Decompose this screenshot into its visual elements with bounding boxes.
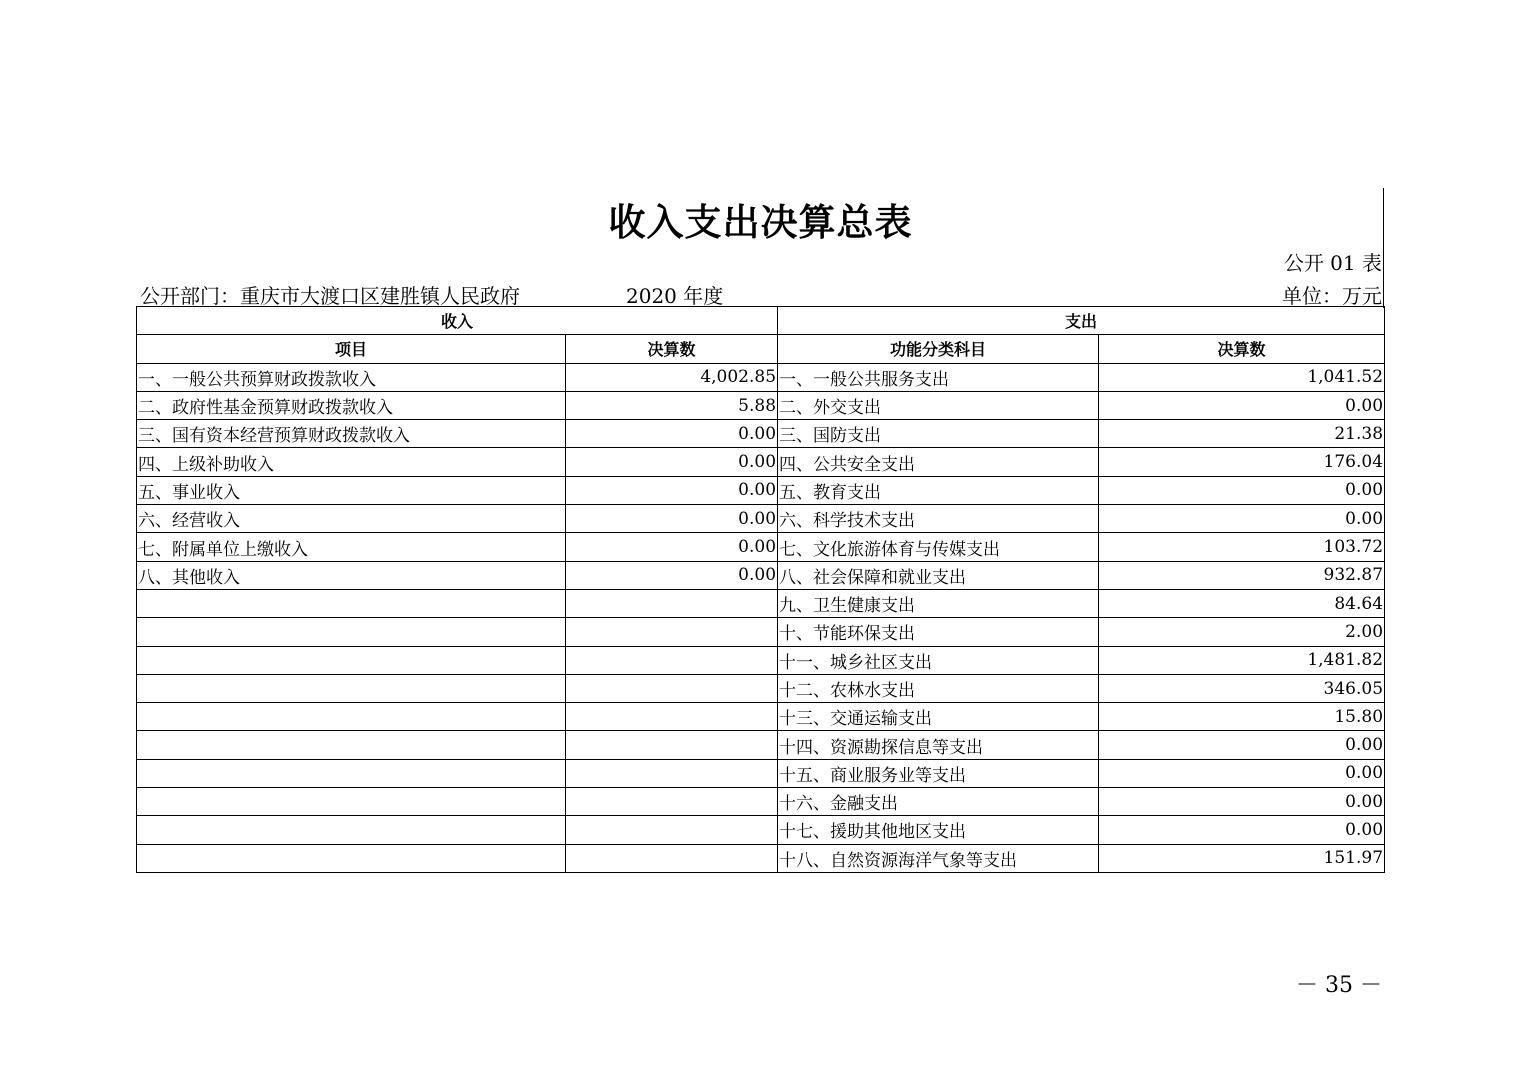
expense-amount-header: 决算数 bbox=[1099, 335, 1385, 363]
column-header-row bbox=[137, 335, 1385, 363]
income-amount-cell bbox=[566, 589, 778, 617]
income-item-cell: 一、一般公共预算财政拨款收入 bbox=[137, 363, 566, 391]
table-row bbox=[137, 476, 1385, 504]
income-item-cell bbox=[137, 788, 566, 816]
page-title: 收入支出决算总表 bbox=[608, 201, 913, 244]
expense-amount-cell: 1,481.82 bbox=[1099, 646, 1385, 674]
expense-item-cell: 四、公共安全支出 bbox=[778, 448, 1099, 476]
income-item-cell: 六、经营收入 bbox=[137, 505, 566, 533]
expense-item-cell: 十三、交通运输支出 bbox=[778, 703, 1099, 731]
income-item-cell bbox=[137, 731, 566, 759]
table-row bbox=[137, 646, 1385, 674]
income-item-cell bbox=[137, 674, 566, 702]
table-row bbox=[137, 391, 1385, 419]
expense-item-cell: 三、国防支出 bbox=[778, 420, 1099, 448]
income-item-cell: 四、上级补助收入 bbox=[137, 448, 566, 476]
income-amount-header: 决算数 bbox=[566, 335, 778, 363]
expense-amount-cell: 932.87 bbox=[1099, 561, 1385, 589]
expense-amount-cell: 0.00 bbox=[1099, 816, 1385, 844]
budget-table bbox=[136, 306, 1385, 873]
income-item-cell bbox=[137, 618, 566, 646]
income-amount-cell: 4,002.85 bbox=[566, 363, 778, 391]
expense-item-cell: 一、一般公共服务支出 bbox=[778, 363, 1099, 391]
table-row bbox=[137, 589, 1385, 617]
expense-amount-cell: 15.80 bbox=[1099, 703, 1385, 731]
expense-item-cell: 五、教育支出 bbox=[778, 476, 1099, 504]
expense-item-cell: 七、文化旅游体育与传媒支出 bbox=[778, 533, 1099, 561]
expense-amount-cell: 0.00 bbox=[1099, 788, 1385, 816]
income-amount-cell bbox=[566, 816, 778, 844]
expense-item-header: 功能分类科目 bbox=[778, 335, 1099, 363]
income-item-cell: 三、国有资本经营预算财政拨款收入 bbox=[137, 420, 566, 448]
expense-amount-cell: 84.64 bbox=[1099, 589, 1385, 617]
expense-amount-cell: 0.00 bbox=[1099, 731, 1385, 759]
expense-amount-cell: 2.00 bbox=[1099, 618, 1385, 646]
expense-item-cell: 九、卫生健康支出 bbox=[778, 589, 1099, 617]
table-row bbox=[137, 731, 1385, 759]
income-amount-cell: 5.88 bbox=[566, 391, 778, 419]
expense-amount-cell: 0.00 bbox=[1099, 391, 1385, 419]
expense-group-header: 支出 bbox=[778, 307, 1385, 335]
table-row bbox=[137, 759, 1385, 787]
income-amount-cell: 0.00 bbox=[566, 476, 778, 504]
table-row bbox=[137, 505, 1385, 533]
page-number: － 35 － bbox=[1296, 973, 1382, 998]
income-item-cell: 七、附属单位上缴收入 bbox=[137, 533, 566, 561]
expense-amount-cell: 21.38 bbox=[1099, 420, 1385, 448]
income-amount-cell bbox=[566, 674, 778, 702]
income-amount-cell: 0.00 bbox=[566, 448, 778, 476]
expense-amount-cell: 1,041.52 bbox=[1099, 363, 1385, 391]
expense-amount-cell: 0.00 bbox=[1099, 759, 1385, 787]
department-label: 公开部门：重庆市大渡口区建胜镇人民政府 bbox=[140, 284, 520, 308]
expense-item-cell: 十五、商业服务业等支出 bbox=[778, 759, 1099, 787]
unit-label: 单位：万元 bbox=[1282, 284, 1382, 308]
expense-amount-cell: 176.04 bbox=[1099, 448, 1385, 476]
income-group-header: 收入 bbox=[137, 307, 778, 335]
table-row bbox=[137, 788, 1385, 816]
income-item-cell bbox=[137, 759, 566, 787]
table-row bbox=[137, 618, 1385, 646]
income-item-header: 项目 bbox=[137, 335, 566, 363]
expense-item-cell: 十六、金融支出 bbox=[778, 788, 1099, 816]
expense-amount-cell: 0.00 bbox=[1099, 505, 1385, 533]
group-header-row bbox=[137, 307, 1385, 335]
expense-amount-cell: 151.97 bbox=[1099, 844, 1385, 872]
table-row bbox=[137, 844, 1385, 872]
expense-item-cell: 十四、资源勘探信息等支出 bbox=[778, 731, 1099, 759]
expense-item-cell: 十七、援助其他地区支出 bbox=[778, 816, 1099, 844]
income-amount-cell bbox=[566, 788, 778, 816]
income-item-cell bbox=[137, 844, 566, 872]
table-row bbox=[137, 816, 1385, 844]
income-amount-cell bbox=[566, 646, 778, 674]
income-amount-cell bbox=[566, 844, 778, 872]
expense-item-cell: 十、节能环保支出 bbox=[778, 618, 1099, 646]
expense-item-cell: 二、外交支出 bbox=[778, 391, 1099, 419]
table-row bbox=[137, 420, 1385, 448]
income-amount-cell: 0.00 bbox=[566, 420, 778, 448]
table-row bbox=[137, 363, 1385, 391]
income-amount-cell: 0.00 bbox=[566, 505, 778, 533]
income-item-cell bbox=[137, 816, 566, 844]
year-label: 2020 年度 bbox=[626, 284, 724, 308]
income-item-cell: 八、其他收入 bbox=[137, 561, 566, 589]
expense-item-cell: 八、社会保障和就业支出 bbox=[778, 561, 1099, 589]
expense-amount-cell: 0.00 bbox=[1099, 476, 1385, 504]
expense-amount-cell: 346.05 bbox=[1099, 674, 1385, 702]
income-amount-cell bbox=[566, 618, 778, 646]
form-number: 公开 01 表 bbox=[1283, 251, 1382, 275]
income-amount-cell bbox=[566, 703, 778, 731]
expense-item-cell: 十八、自然资源海洋气象等支出 bbox=[778, 844, 1099, 872]
table-row bbox=[137, 448, 1385, 476]
table-row bbox=[137, 674, 1385, 702]
income-amount-cell bbox=[566, 731, 778, 759]
income-item-cell: 二、政府性基金预算财政拨款收入 bbox=[137, 391, 566, 419]
income-amount-cell bbox=[566, 759, 778, 787]
table-row bbox=[137, 703, 1385, 731]
income-amount-cell: 0.00 bbox=[566, 533, 778, 561]
income-item-cell: 五、事业收入 bbox=[137, 476, 566, 504]
income-item-cell bbox=[137, 646, 566, 674]
income-item-cell bbox=[137, 703, 566, 731]
expense-item-cell: 六、科学技术支出 bbox=[778, 505, 1099, 533]
income-item-cell bbox=[137, 589, 566, 617]
table-row bbox=[137, 533, 1385, 561]
expense-amount-cell: 103.72 bbox=[1099, 533, 1385, 561]
expense-item-cell: 十二、农林水支出 bbox=[778, 674, 1099, 702]
expense-item-cell: 十一、城乡社区支出 bbox=[778, 646, 1099, 674]
income-amount-cell: 0.00 bbox=[566, 561, 778, 589]
table-row bbox=[137, 561, 1385, 589]
